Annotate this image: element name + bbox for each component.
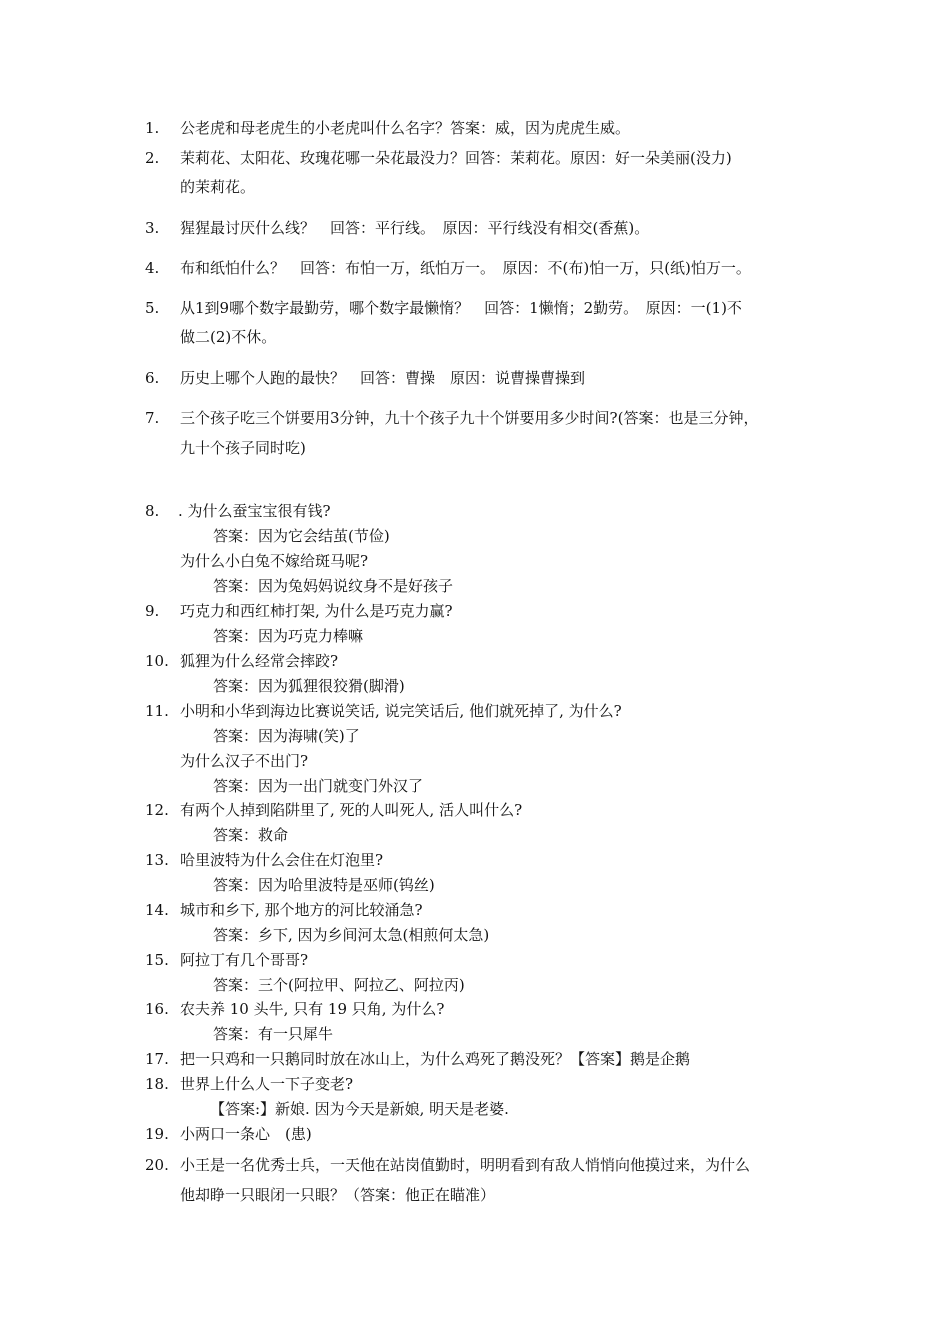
item-number: 14. — [145, 901, 169, 919]
item-text: . 为什么蚕宝宝很有钱? — [178, 502, 331, 520]
item-number: 19. — [145, 1125, 169, 1143]
item-number: 18. — [145, 1075, 169, 1093]
item-text: 公老虎和母老虎生的小老虎叫什么名字？答案：威，因为虎虎生威。 — [180, 119, 631, 137]
item-answer: 答案：因为一出门就变门外汉了 — [213, 777, 424, 795]
item-text: 猩猩最讨厌什么线？ 回答：平行线。 原因：平行线没有相交(香蕉)。 — [180, 219, 650, 237]
item-number: 12. — [145, 801, 169, 819]
item-number: 1. — [145, 119, 160, 137]
item-text: 三个孩子吃三个饼要用3分钟，九十个孩子九十个饼要用多少时间?(答案：也是三分钟， — [180, 409, 759, 427]
item-text: 小明和小华到海边比赛说笑话, 说完笑话后, 他们就死掉了, 为什么? — [180, 702, 622, 720]
item-number: 17. — [145, 1050, 169, 1068]
item-text: 巧克力和西红柿打架, 为什么是巧克力赢? — [180, 602, 453, 620]
item-text: 做二(2)不休。 — [180, 328, 277, 346]
item-number: 4. — [145, 259, 160, 277]
item-text: 的茉莉花。 — [180, 178, 256, 196]
item-number: 6. — [145, 369, 160, 387]
item-answer: 答案：因为巧克力棒嘛 — [213, 627, 364, 645]
item-number: 7. — [145, 409, 160, 427]
item-number: 11. — [145, 702, 169, 720]
item-text: 为什么小白兔不嫁给斑马呢? — [180, 552, 369, 570]
item-text: 历史上哪个人跑的最快？ 回答：曹操 原因：说曹操曹操到 — [180, 369, 586, 387]
item-answer: 答案：因为狐狸很狡猾(脚滑) — [213, 677, 405, 695]
item-number: 16. — [145, 1000, 169, 1018]
item-text: 小两口一条心 (患) — [180, 1125, 312, 1143]
item-text: 有两个人掉到陷阱里了, 死的人叫死人, 活人叫什么? — [180, 801, 523, 819]
item-text: 阿拉丁有几个哥哥? — [180, 951, 309, 969]
item-answer: 答案：三个(阿拉甲、阿拉乙、阿拉丙) — [213, 976, 465, 994]
item-number: 15. — [145, 951, 169, 969]
item-answer: 答案：因为哈里波特是巫师(钨丝) — [213, 876, 435, 894]
item-text: 农夫养 10 头牛, 只有 19 只角, 为什么? — [180, 1000, 445, 1018]
item-number: 20. — [145, 1156, 169, 1174]
item-answer: 答案：救命 — [213, 826, 289, 844]
item-text: 狐狸为什么经常会摔跤? — [180, 652, 339, 670]
item-number: 2. — [145, 149, 160, 167]
item-number: 10. — [145, 652, 169, 670]
item-text: 哈里波特为什么会住在灯泡里? — [180, 851, 384, 869]
item-text: 他却睁一只眼闭一只眼？（答案：他正在瞄准） — [180, 1186, 496, 1204]
item-text: 从1到9哪个数字最勤劳，哪个数字最懒惰？ 回答：1懒惰；2勤劳。 原因：一(1)不 — [180, 299, 742, 317]
item-answer: 答案：因为海啸(笑)了 — [213, 727, 360, 745]
item-text: 把一只鸡和一只鹅同时放在冰山上，为什么鸡死了鹅没死？【答案】鹅是企鹅 — [180, 1050, 691, 1068]
item-text: 小王是一名优秀士兵，一天他在站岗值勤时，明明看到有敌人悄悄向他摸过来，为什么 — [180, 1156, 751, 1174]
item-text: 九十个孩子同时吃) — [180, 439, 306, 457]
item-answer: 答案：乡下, 因为乡间河太急(相煎何太急) — [213, 926, 490, 944]
item-answer: 答案：因为兔妈妈说纹身不是好孩子 — [213, 577, 454, 595]
item-text: 城市和乡下, 那个地方的河比较涌急? — [180, 901, 423, 919]
item-number: 13. — [145, 851, 169, 869]
item-answer: 答案：有一只犀牛 — [213, 1025, 334, 1043]
item-text: 茉莉花、太阳花、玫瑰花哪一朵花最没力？回答：茉莉花。原因：好一朵美丽(没力) — [180, 149, 732, 167]
item-text: 世界上什么人一下子变老? — [180, 1075, 354, 1093]
item-number: 9. — [145, 602, 160, 620]
item-number: 5. — [145, 299, 160, 317]
item-number: 8. — [145, 502, 160, 520]
item-answer: 【答案:】新娘. 因为今天是新娘, 明天是老婆. — [210, 1100, 509, 1118]
item-text: 为什么汉子不出门? — [180, 752, 309, 770]
item-answer: 答案：因为它会结茧(节俭) — [213, 527, 390, 545]
item-number: 3. — [145, 219, 160, 237]
item-text: 布和纸怕什么？ 回答：布怕一万，纸怕万一。 原因：不(布)怕一万，只(纸)怕万一。 — [180, 259, 751, 277]
